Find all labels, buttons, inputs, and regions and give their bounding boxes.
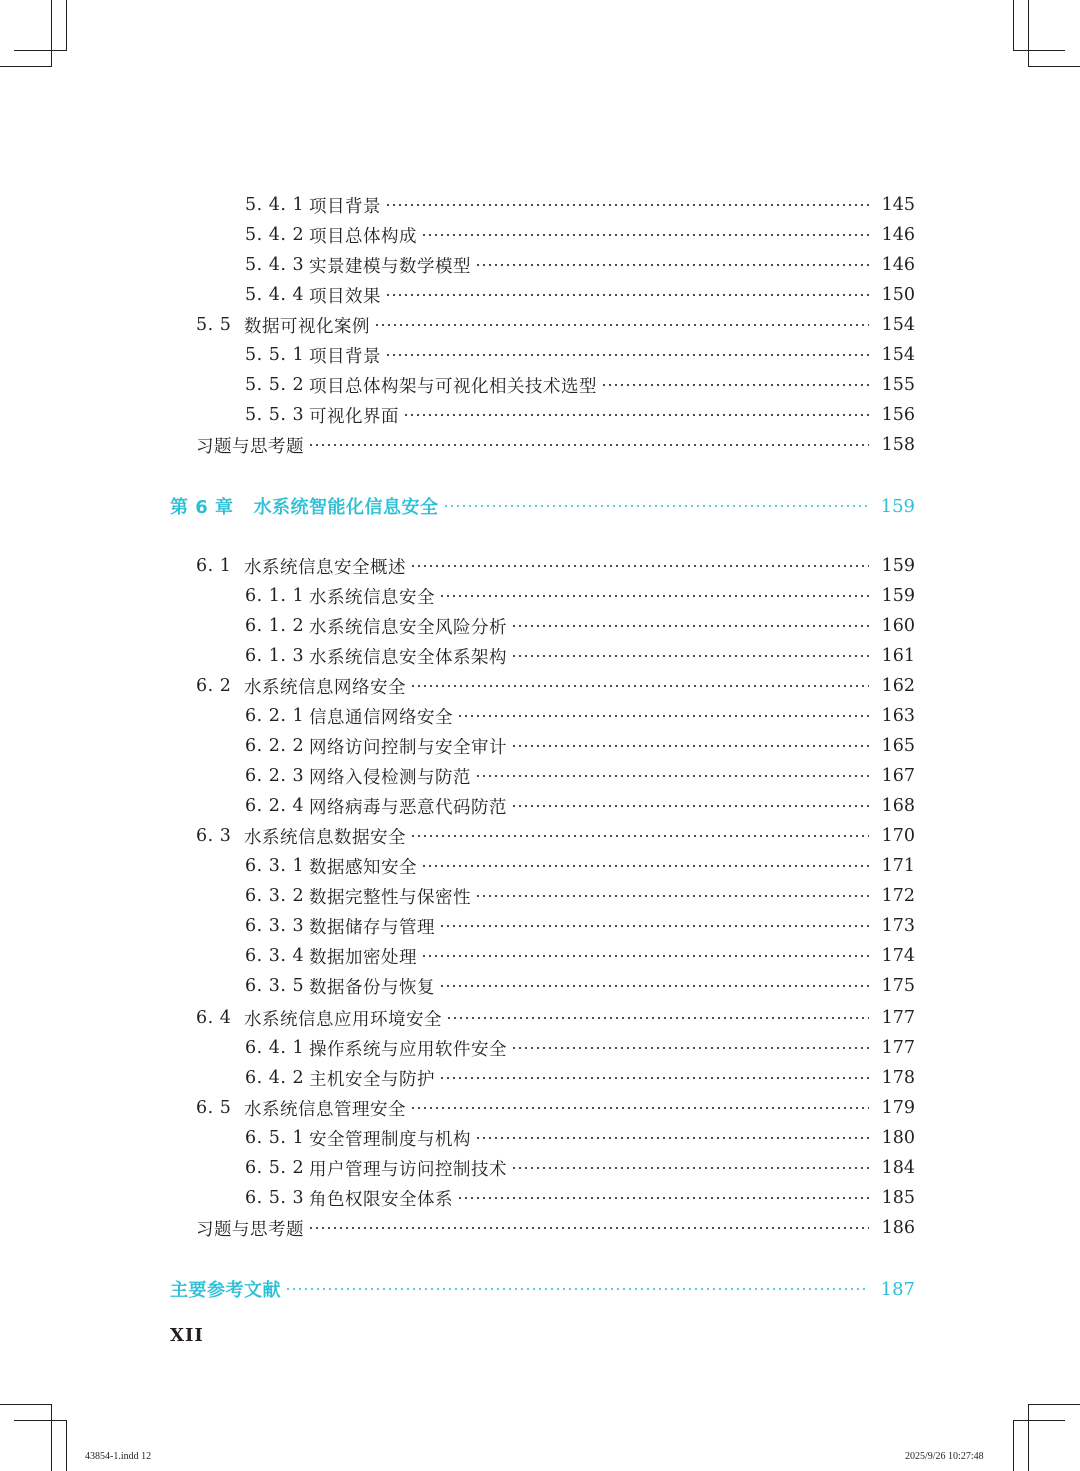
slug-timestamp: 2025/9/26 10:27:48 xyxy=(905,1451,984,1462)
toc-entry-number: 6. 4. 2 xyxy=(245,1068,305,1088)
toc-entry-number: 6. 3. 4 xyxy=(245,946,305,966)
toc-entry-title: 主要参考文献 xyxy=(170,1280,281,1301)
toc-entry-title: 主机安全与防护 xyxy=(309,1069,435,1090)
toc-leader-dots xyxy=(439,595,869,597)
toc-entry[interactable] xyxy=(245,911,915,941)
toc-entry-number: 5. 4. 2 xyxy=(245,225,305,245)
toc-entry-number: 5. 5. 3 xyxy=(245,405,305,425)
toc-page-number: 168 xyxy=(881,796,915,816)
toc-leader-dots xyxy=(457,715,869,717)
toc-entry[interactable] xyxy=(196,671,915,701)
toc-entry-title: 水系统信息数据安全 xyxy=(244,827,406,848)
toc-entry-title: 项目背景 xyxy=(309,196,381,217)
toc-entry-title: 数据可视化案例 xyxy=(244,316,370,337)
toc-entry-number: 6. 3. 2 xyxy=(245,886,305,906)
toc-page-number: 167 xyxy=(881,766,915,786)
toc-page-number: 155 xyxy=(881,375,915,395)
toc-page-number: 174 xyxy=(881,946,915,966)
toc-page-number: 170 xyxy=(881,826,915,846)
toc-chapter-entry[interactable] xyxy=(170,1274,915,1304)
toc-entry-title: 水系统信息安全概述 xyxy=(244,557,406,578)
toc-page-number: 171 xyxy=(881,856,915,876)
toc-leader-dots xyxy=(308,1227,869,1229)
toc-entry-number: 6. 3. 5 xyxy=(245,976,305,996)
toc-entry[interactable] xyxy=(245,1183,915,1213)
toc-entry[interactable] xyxy=(196,1003,915,1033)
toc-leader-dots xyxy=(385,294,869,296)
toc-page-number: 175 xyxy=(881,976,915,996)
toc-page-number: 177 xyxy=(881,1008,915,1028)
toc-entry[interactable] xyxy=(245,701,915,731)
toc-entry-title: 水系统信息安全风险分析 xyxy=(309,617,507,638)
toc-leader-dots xyxy=(410,1107,869,1109)
crop-mark-bottom-right xyxy=(1013,1420,1014,1471)
toc-entry[interactable] xyxy=(245,1123,915,1153)
toc-entry-title: 用户管理与访问控制技术 xyxy=(309,1159,507,1180)
toc-entry-number: 6. 5. 3 xyxy=(245,1188,305,1208)
toc-leader-dots xyxy=(308,444,869,446)
toc-entry-title: 水系统信息安全 xyxy=(309,587,435,608)
toc-page-number: 163 xyxy=(881,706,915,726)
toc-page-number: 146 xyxy=(881,225,915,245)
toc-page-number: 156 xyxy=(881,405,915,425)
toc-leader-dots xyxy=(439,985,869,987)
toc-leader-dots xyxy=(475,1137,869,1139)
toc-entry-title: 信息通信网络安全 xyxy=(309,707,453,728)
toc-entry-number: 6. 2. 4 xyxy=(245,796,305,816)
toc-entry[interactable] xyxy=(196,551,915,581)
toc-leader-dots xyxy=(439,1077,869,1079)
toc-entry-number: 6. 5 xyxy=(196,1098,232,1118)
toc-entry[interactable] xyxy=(245,190,915,220)
toc-entry[interactable] xyxy=(245,611,915,641)
toc-page-number: 186 xyxy=(881,1218,915,1238)
toc-entry-title: 数据储存与管理 xyxy=(309,917,435,938)
toc-leader-dots xyxy=(385,354,869,356)
toc-page-number: 146 xyxy=(881,255,915,275)
toc-page-number: 178 xyxy=(881,1068,915,1088)
toc-entry-title: 网络访问控制与安全审计 xyxy=(309,737,507,758)
toc-leader-dots xyxy=(410,835,869,837)
toc-page-number: 187 xyxy=(880,1278,915,1300)
toc-entry-title: 数据完整性与保密性 xyxy=(309,887,471,908)
crop-mark-bottom-right xyxy=(1028,1404,1080,1405)
toc-leader-dots xyxy=(403,414,869,416)
page-folio: XII xyxy=(170,1325,204,1346)
toc-entry[interactable] xyxy=(245,881,915,911)
toc-entry-number: 6. 3 xyxy=(196,826,232,846)
crop-mark-top-left xyxy=(66,0,67,51)
toc-entry-title: 数据备份与恢复 xyxy=(309,977,435,998)
toc-page-number: 162 xyxy=(881,676,915,696)
toc-entry-title: 网络入侵检测与防范 xyxy=(309,767,471,788)
toc-page-number: 173 xyxy=(881,916,915,936)
toc-entry[interactable] xyxy=(245,581,915,611)
toc-leader-dots xyxy=(385,204,869,206)
toc-entry-title: 水系统智能化信息安全 xyxy=(253,497,439,518)
toc-leader-dots xyxy=(475,895,869,897)
toc-entry[interactable] xyxy=(245,280,915,310)
toc-entry[interactable] xyxy=(245,1153,915,1183)
crop-mark-bottom-left xyxy=(66,1420,67,1471)
toc-entry-title: 角色权限安全体系 xyxy=(309,1189,453,1210)
toc-entry[interactable] xyxy=(245,340,915,370)
toc-entry-title: 网络病毒与恶意代码防范 xyxy=(309,797,507,818)
toc-page-number: 159 xyxy=(881,586,915,606)
crop-mark-top-left xyxy=(51,0,52,66)
toc-entry-number: 6. 1. 1 xyxy=(245,586,305,606)
toc-entry-title: 水系统信息应用环境安全 xyxy=(244,1009,442,1030)
slug-file-info: 43854-1.indd 12 xyxy=(85,1451,152,1462)
toc-entry[interactable] xyxy=(196,430,915,460)
toc-entry-number: 6. 1. 3 xyxy=(245,646,305,666)
toc-leader-dots xyxy=(421,865,869,867)
toc-entry-number: 5. 4. 3 xyxy=(245,255,305,275)
toc-entry[interactable] xyxy=(245,400,915,430)
crop-mark-top-left xyxy=(14,50,66,51)
toc-page-number: 160 xyxy=(881,616,915,636)
toc-leader-dots xyxy=(457,1197,869,1199)
toc-entry-number: 第 6 章 xyxy=(170,497,234,518)
toc-entry[interactable] xyxy=(245,250,915,280)
toc-entry-number: 5. 4. 4 xyxy=(245,285,305,305)
toc-entry-title: 习题与思考题 xyxy=(196,1219,304,1240)
toc-entry-number: 6. 2 xyxy=(196,676,232,696)
toc-entry-number: 6. 1. 2 xyxy=(245,616,305,636)
crop-mark-bottom-left xyxy=(0,1404,52,1405)
toc-page-number: 159 xyxy=(880,495,915,517)
toc-entry-title: 可视化界面 xyxy=(309,406,399,427)
toc-leader-dots xyxy=(421,955,869,957)
toc-entry-title: 项目总体构架与可视化相关技术选型 xyxy=(309,376,597,397)
crop-mark-bottom-left xyxy=(51,1404,52,1471)
toc-entry[interactable] xyxy=(196,1213,915,1243)
toc-entry-title: 项目背景 xyxy=(309,346,381,367)
toc-entry-number: 5. 5. 2 xyxy=(245,375,305,395)
crop-mark-bottom-right xyxy=(1013,1420,1065,1421)
toc-entry[interactable] xyxy=(245,851,915,881)
toc-leader-dots xyxy=(475,264,869,266)
toc-entry-number: 5. 5. 1 xyxy=(245,345,305,365)
toc-entry-number: 6. 1 xyxy=(196,556,232,576)
toc-leader-dots xyxy=(601,384,869,386)
toc-entry-number: 6. 5. 2 xyxy=(245,1158,305,1178)
crop-mark-top-right xyxy=(1013,0,1014,51)
toc-entry-title: 习题与思考题 xyxy=(196,436,304,457)
toc-page-number: 154 xyxy=(881,315,915,335)
toc-leader-dots xyxy=(410,685,869,687)
toc-entry-number: 6. 5. 1 xyxy=(245,1128,305,1148)
toc-entry[interactable] xyxy=(245,641,915,671)
toc-entry[interactable] xyxy=(245,731,915,761)
toc-page-number: 180 xyxy=(881,1128,915,1148)
toc-entry-title: 操作系统与应用软件安全 xyxy=(309,1039,507,1060)
toc-entry-number: 5. 5 xyxy=(196,315,232,335)
toc-entry-title: 数据加密处理 xyxy=(309,947,417,968)
crop-mark-top-right xyxy=(1028,0,1029,66)
toc-page-number: 161 xyxy=(881,646,915,666)
toc-leader-dots xyxy=(511,1047,869,1049)
toc-entry-number: 6. 3. 3 xyxy=(245,916,305,936)
toc-entry-title: 项目效果 xyxy=(309,286,381,307)
toc-leader-dots xyxy=(511,1167,869,1169)
toc-entry-title: 实景建模与数学模型 xyxy=(309,256,471,277)
toc-chapter-entry[interactable] xyxy=(170,491,915,521)
toc-page-number: 184 xyxy=(881,1158,915,1178)
crop-mark-bottom-left xyxy=(14,1420,66,1421)
toc-entry[interactable] xyxy=(245,791,915,821)
crop-mark-top-left xyxy=(0,66,52,67)
toc-entry[interactable] xyxy=(245,971,915,1001)
toc-leader-dots xyxy=(475,775,869,777)
toc-entry-number: 5. 4. 1 xyxy=(245,195,305,215)
toc-leader-dots xyxy=(511,655,869,657)
toc-leader-dots xyxy=(511,805,869,807)
toc-entry[interactable] xyxy=(196,310,915,340)
toc-entry-number: 6. 2. 1 xyxy=(245,706,305,726)
toc-page-number: 159 xyxy=(881,556,915,576)
toc-entry-title: 数据感知安全 xyxy=(309,857,417,878)
toc-page-number: 150 xyxy=(881,285,915,305)
toc-entry-title: 安全管理制度与机构 xyxy=(309,1129,471,1150)
toc-entry-number: 6. 4. 1 xyxy=(245,1038,305,1058)
toc-entry[interactable] xyxy=(245,761,915,791)
toc-page-number: 158 xyxy=(881,435,915,455)
toc-entry-number: 6. 3. 1 xyxy=(245,856,305,876)
toc-leader-dots xyxy=(511,745,869,747)
toc-page-number: 165 xyxy=(881,736,915,756)
toc-entry-title: 项目总体构成 xyxy=(309,226,417,247)
toc-entry-number: 6. 2. 2 xyxy=(245,736,305,756)
toc-entry[interactable] xyxy=(245,1063,915,1093)
toc-entry-number: 6. 4 xyxy=(196,1008,232,1028)
toc-page-number: 177 xyxy=(881,1038,915,1058)
toc-page-number: 145 xyxy=(881,195,915,215)
toc-entry-title: 水系统信息网络安全 xyxy=(244,677,406,698)
toc-leader-dots xyxy=(421,234,869,236)
toc-entry-number: 6. 2. 3 xyxy=(245,766,305,786)
toc-entry[interactable] xyxy=(245,941,915,971)
toc-leader-dots xyxy=(439,925,869,927)
toc-leader-dots xyxy=(511,625,869,627)
toc-entry[interactable] xyxy=(196,821,915,851)
toc-leader-dots xyxy=(410,565,869,567)
toc-entry-title: 水系统信息管理安全 xyxy=(244,1099,406,1120)
toc-leader-dots xyxy=(285,1288,869,1290)
toc-page-number: 185 xyxy=(881,1188,915,1208)
toc-entry[interactable] xyxy=(245,220,915,250)
toc-entry-title: 水系统信息安全体系架构 xyxy=(309,647,507,668)
toc-leader-dots xyxy=(446,1017,869,1019)
toc-leader-dots xyxy=(374,324,869,326)
crop-mark-bottom-right xyxy=(1028,1404,1029,1471)
toc-page-number: 154 xyxy=(881,345,915,365)
toc-entry[interactable] xyxy=(245,1033,915,1063)
toc-page-number: 179 xyxy=(881,1098,915,1118)
toc-entry[interactable] xyxy=(196,1093,915,1123)
crop-mark-top-right xyxy=(1028,66,1080,67)
crop-mark-top-right xyxy=(1013,50,1065,51)
toc-entry[interactable] xyxy=(245,370,915,400)
toc-leader-dots xyxy=(443,505,869,507)
toc-page-number: 172 xyxy=(881,886,915,906)
